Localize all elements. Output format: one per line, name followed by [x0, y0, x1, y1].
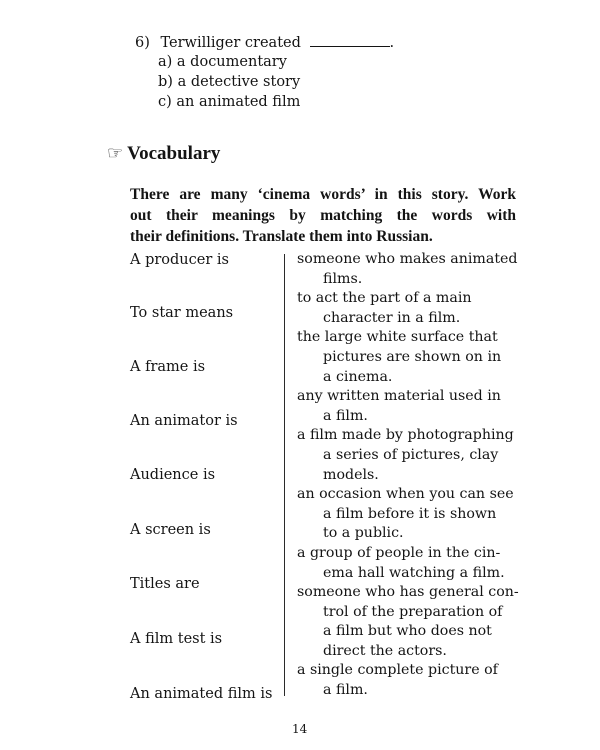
instruction-line: There are many ‘cinema words’ in this story. Work — [130, 186, 516, 203]
option-c: c) an animated film — [158, 94, 301, 110]
answer-blank[interactable] — [310, 34, 390, 47]
term-animated-film: An animated film is — [130, 686, 273, 702]
definition-item: any written material used in a film. — [297, 388, 501, 424]
definition-item: to act the part of a main character in a film. — [297, 290, 472, 326]
term-film-test: A film test is — [130, 631, 223, 647]
term-producer: A producer is — [130, 252, 229, 268]
definition-item: someone who has general con- trol of the preparation of a film but who does not direct the actors. — [297, 584, 519, 659]
definition-list — [297, 250, 519, 701]
vocabulary-heading — [107, 143, 220, 165]
definition-item: a group of people in the cin- ema hall watching a film. — [297, 544, 505, 581]
question-6 — [135, 34, 394, 51]
definition-item: someone who makes animated films. — [297, 251, 518, 287]
option-a: a) a documentary — [158, 54, 287, 70]
term-frame: A frame is — [130, 359, 206, 375]
question-number: 6) — [135, 35, 150, 51]
option-b: b) a detective story — [158, 74, 301, 90]
definition-item: a single complete picture of a film. — [297, 662, 498, 699]
instructions — [130, 184, 516, 247]
pointing-hand-icon: ☞ — [107, 143, 124, 163]
term-screen: A screen is — [130, 522, 211, 538]
vocabulary-title: Vocabulary — [127, 143, 221, 164]
definition-item: the large white surface that pictures are shown on in a cinema. — [297, 329, 502, 385]
definition-item: a film made by photographing a series of pictures, clay models. — [297, 427, 514, 483]
definition-item: an occasion when you can see a film before it is shown to a public. — [297, 486, 514, 542]
term-star: To star means — [130, 305, 234, 321]
instruction-line: out their meanings by matching the words with — [130, 207, 516, 224]
term-animator: An animator is — [130, 413, 238, 429]
instruction-line: their definitions. Translate them into Russian. — [130, 228, 433, 245]
term-audience: Audience is — [130, 467, 216, 483]
term-titles: Titles are — [130, 576, 200, 592]
column-divider — [284, 254, 285, 696]
page-number: 14 — [292, 722, 308, 736]
question-text: Terwilliger created — [160, 35, 301, 51]
question-end: . — [389, 35, 395, 51]
